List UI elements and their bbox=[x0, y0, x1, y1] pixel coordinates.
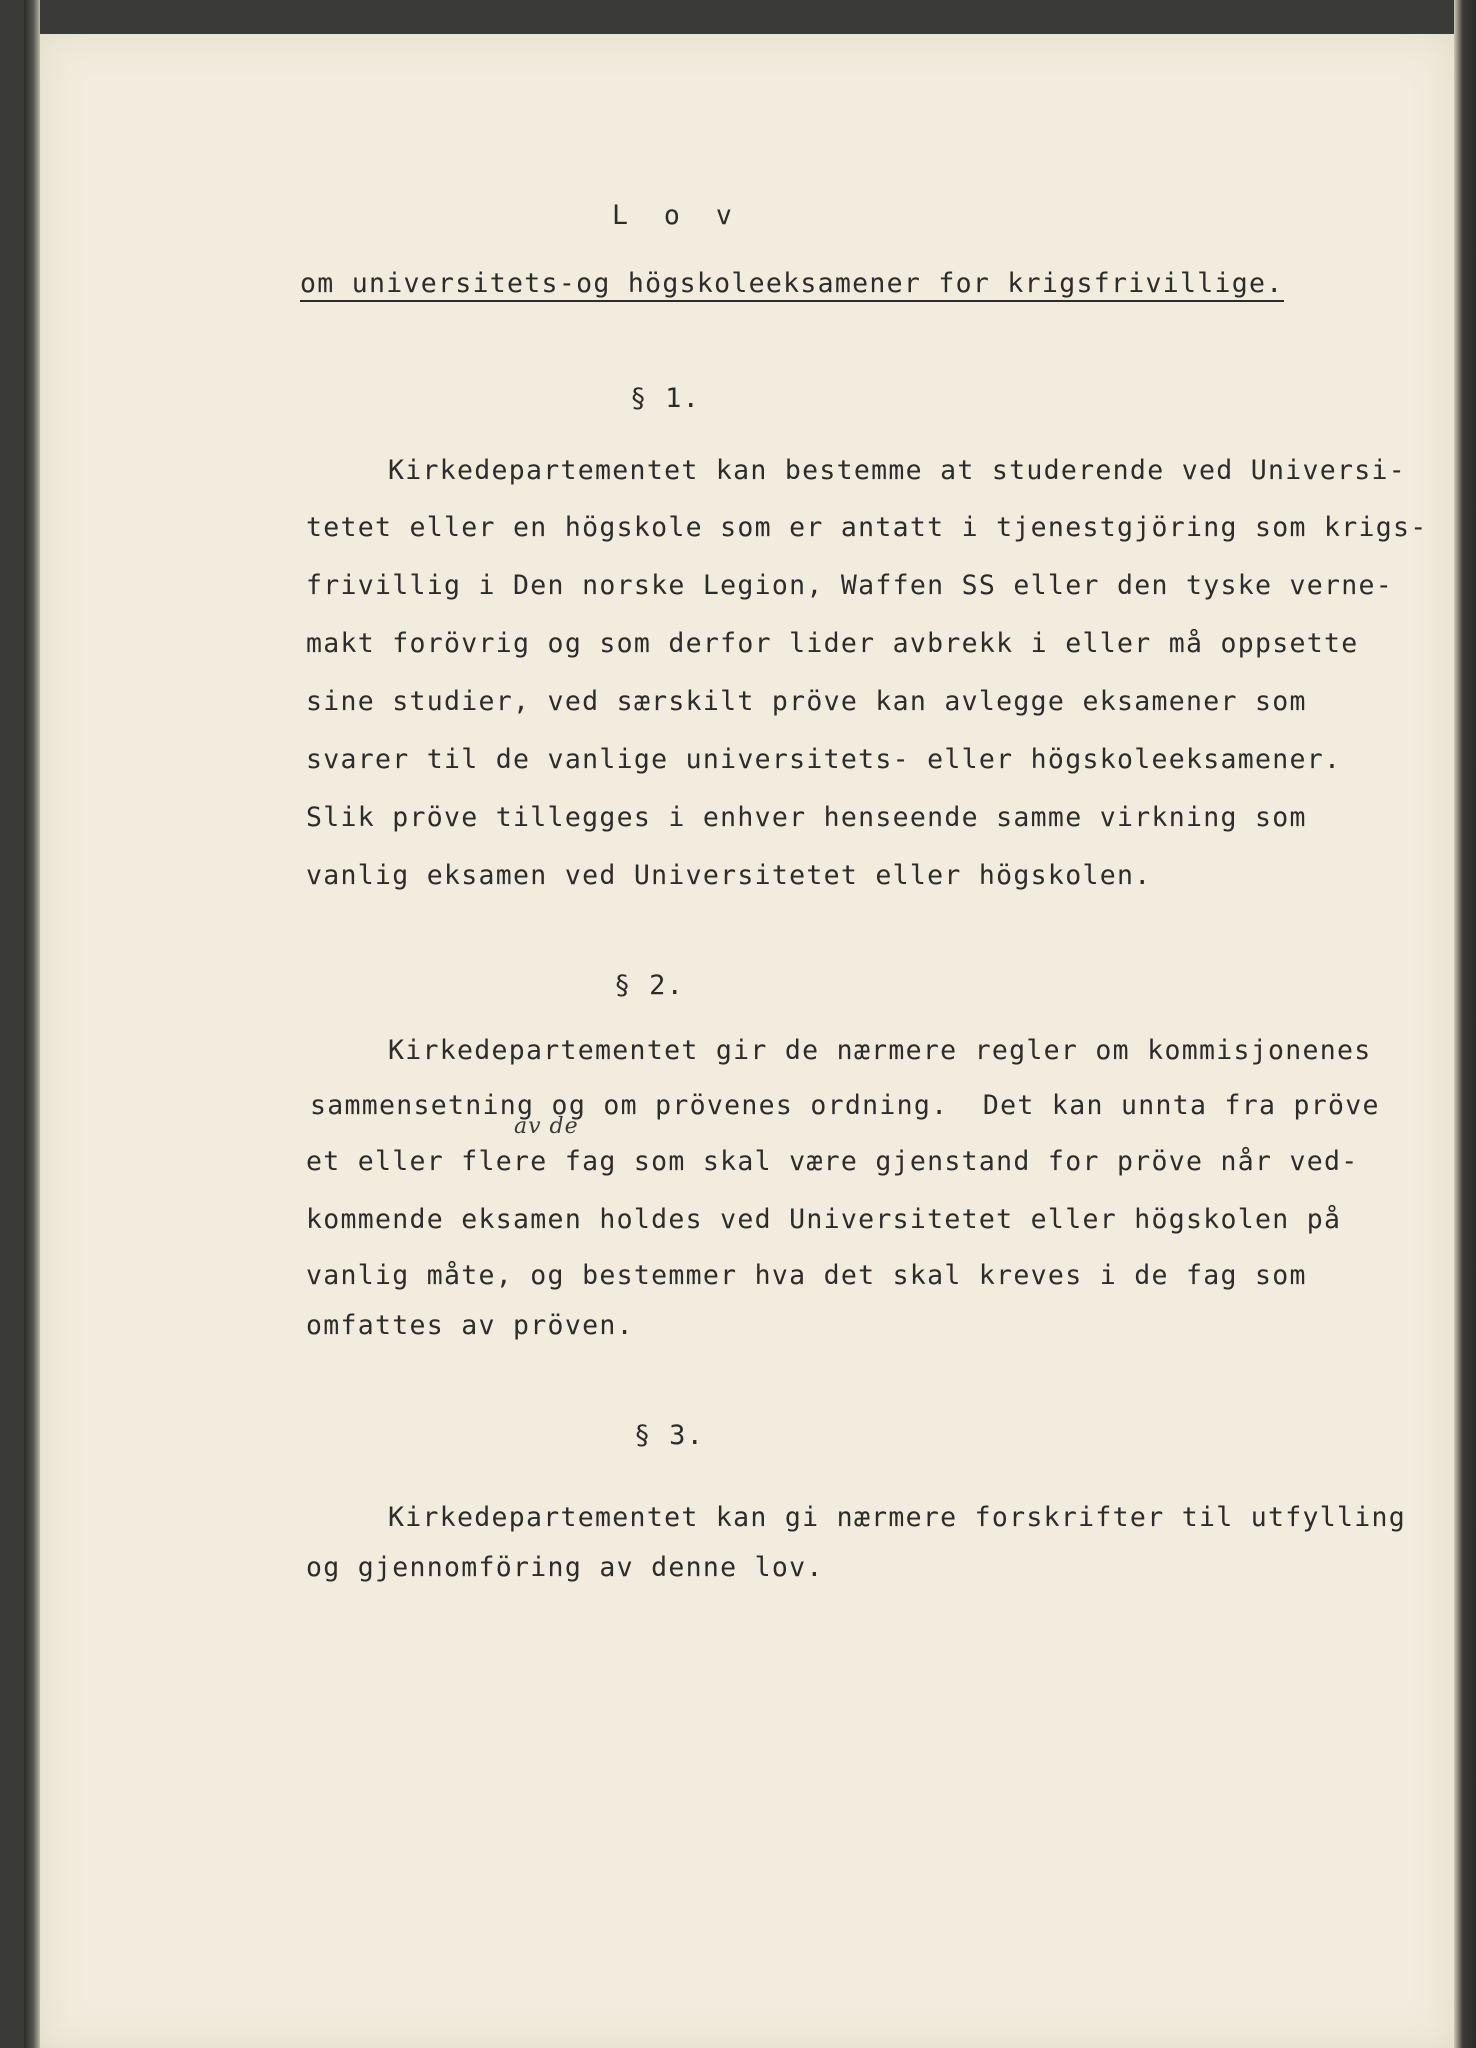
section-1-line: Kirkedepartementet kan bestemme at studerende ved Universi- bbox=[388, 455, 1407, 486]
section-2-line: et eller flere fag som skal være gjenstand for pröve når ved- bbox=[306, 1146, 1359, 1177]
scan-left-edge bbox=[24, 0, 40, 2048]
handwritten-insertion: av de bbox=[514, 1114, 579, 1139]
document-subtitle: om universitets-og högskoleeksamener for krigsfrivillige. bbox=[300, 268, 1284, 302]
section-3-heading: § 3. bbox=[634, 1420, 705, 1451]
section-1-line: vanlig eksamen ved Universitetet eller högskolen. bbox=[306, 860, 1152, 891]
section-2-line: omfattes av pröven. bbox=[306, 1310, 634, 1341]
section-1-line: makt forövrig og som derfor lider avbrekk i eller må oppsette bbox=[306, 628, 1359, 659]
section-1-heading: § 1. bbox=[630, 383, 701, 414]
section-2-line: kommende eksamen holdes ved Universitetet eller högskolen på bbox=[306, 1204, 1342, 1235]
scan-right-edge bbox=[1454, 0, 1476, 2048]
section-1-line: frivillig i Den norske Legion, Waffen SS eller den tyske verne- bbox=[306, 570, 1394, 601]
section-1-line: sine studier, ved særskilt pröve kan avlegge eksamener som bbox=[306, 686, 1307, 717]
section-2-heading: § 2. bbox=[614, 970, 685, 1001]
section-1-line: svarer til de vanlige universitets- eller högskoleeksamener. bbox=[306, 744, 1342, 775]
section-1-line: tetet eller en högskole som er antatt i tjenestgjöring som krigs- bbox=[306, 512, 1428, 543]
document-title: L o v bbox=[612, 200, 742, 231]
section-2-line: sammensetning og om prövenes ordning. Det kan unnta fra pröve bbox=[310, 1090, 1380, 1121]
section-3-line: og gjennomföring av denne lov. bbox=[306, 1552, 824, 1583]
section-2-line: Kirkedepartementet gir de nærmere regler om kommisjonenes bbox=[388, 1035, 1372, 1066]
section-1-line: Slik pröve tillegges i enhver henseende samme virkning som bbox=[306, 802, 1307, 833]
section-3-line: Kirkedepartementet kan gi nærmere forskrifter til utfylling bbox=[388, 1502, 1407, 1533]
section-2-line: vanlig måte, og bestemmer hva det skal kreves i de fag som bbox=[306, 1260, 1307, 1291]
